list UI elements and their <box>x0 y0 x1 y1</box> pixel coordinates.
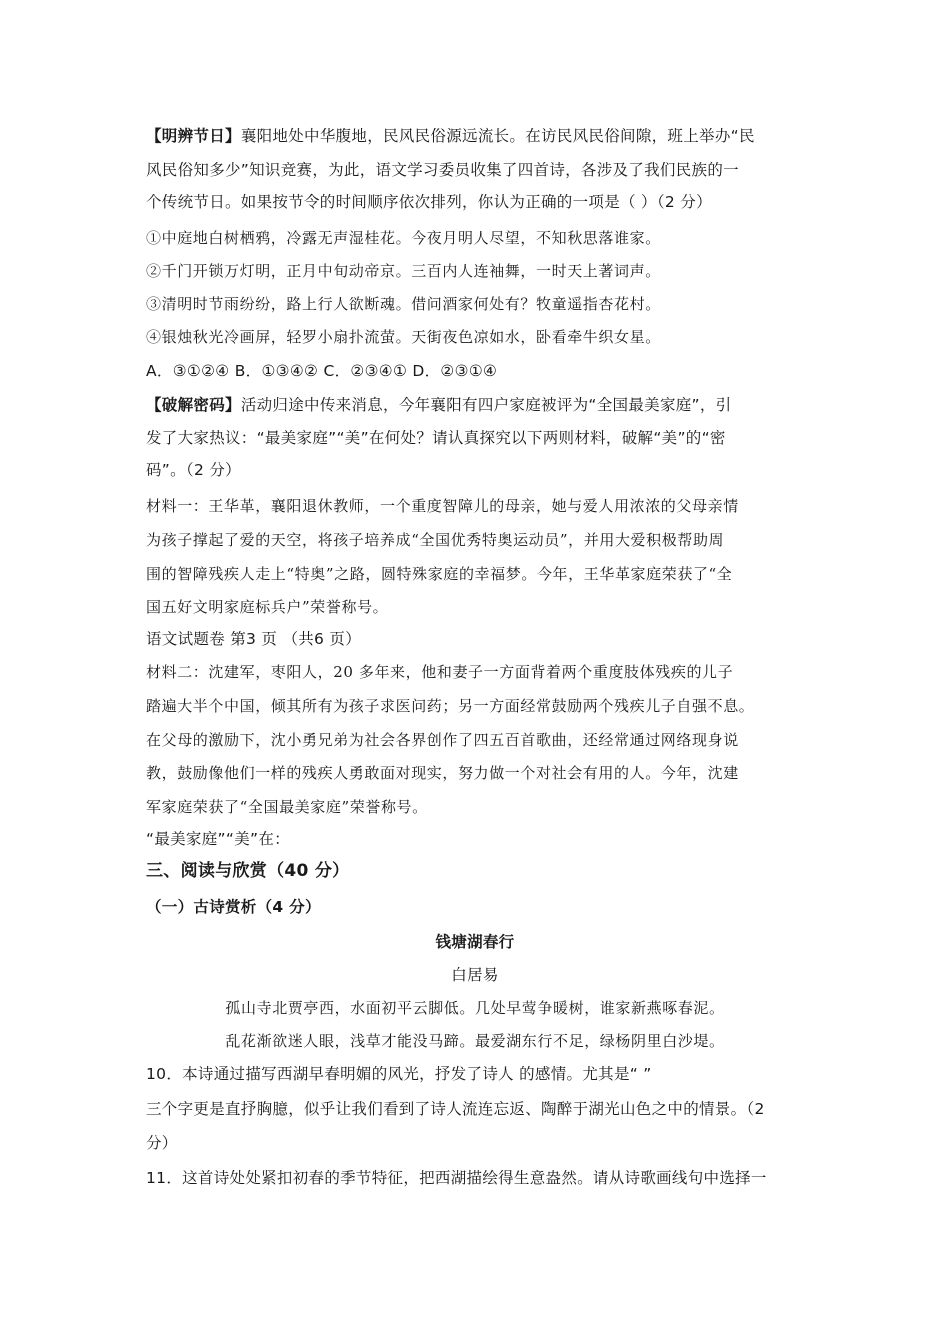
material-one-line-1: 材料一：王华革，襄阳退休教师，一个重度智障儿的母亲，她与爱人用浓浓的父母亲情 <box>146 497 739 515</box>
material-two-line-5: 军家庭荣获了“全国最美家庭”荣誉称号。 <box>146 798 428 816</box>
answer-prompt: “最美家庭”“美”在： <box>146 830 290 848</box>
poem-line-1: 孤山寺北贾亭西，水面初平云脚低。几处早莺争暖树，谁家新燕啄春泥。 <box>225 999 725 1017</box>
code-intro-line-1: 【破解密码】活动归途中传来消息，今年襄阳有四户家庭被评为“全国最美家庭”，引 <box>146 396 732 414</box>
ancient-poem-subheading: （一）古诗赏析（4 分） <box>146 898 321 916</box>
poem-author: 白居易 <box>451 966 499 984</box>
code-intro-line-3: 码”。（2 分） <box>146 461 241 479</box>
code-heading: 【破解密码】 <box>146 396 241 414</box>
festival-intro-line-2: 风民俗知多少”知识竞赛，为此，语文学习委员收集了四首诗，各涉及了我们民族的一 <box>146 161 739 179</box>
festival-intro-line-3: 个传统节日。如果按节令的时间顺序依次排列，你认为正确的一项是（ ）（2 分） <box>146 193 712 211</box>
festival-intro-line-1: 【明辨节日】襄阳地处中华腹地，民风民俗源远流长。在访民风民俗间隙，班上举办“民 <box>146 127 755 145</box>
poem-option-3: ③清明时节雨纷纷，路上行人欲断魂。借问酒家何处有？牧童遥指杏花村。 <box>146 295 661 313</box>
poem-option-2: ②千门开锁万灯明，正月中旬动帝京。三百内人连袖舞，一时天上著词声。 <box>146 262 661 280</box>
question-11-line-1: 11．这首诗处处紧扣初春的季节特征，把西湖描绘得生意盎然。请从诗歌画线句中选择一 <box>146 1169 767 1187</box>
poem-option-1: ①中庭地白树栖鸦，冷露无声湿桂花。今夜月明人尽望，不知秋思落谁家。 <box>146 229 661 247</box>
material-two-line-3: 在父母的激励下，沈小勇兄弟为社会各界创作了四五百首歌曲，还经常通过网络现身说 <box>146 731 739 749</box>
answer-choices: A．③①②④ B．①③④② C．②③④① D．②③①④ <box>146 362 498 380</box>
material-two-line-2: 踏遍大半个中国，倾其所有为孩子求医问药；另一方面经常鼓励两个残疾儿子自强不息。 <box>146 697 755 715</box>
poem-line-2: 乱花渐欲迷人眼，浅草才能没马蹄。最爱湖东行不足，绿杨阴里白沙堤。 <box>225 1032 725 1050</box>
material-one-line-3: 围的智障残疾人走上“特奥”之路，圆特殊家庭的幸福梦。今年，王华革家庭荣获了“全 <box>146 565 733 583</box>
code-intro-line-2: 发了大家热议：“最美家庭”“美”在何处？请认真探究以下两则材料，破解“美”的“密 <box>146 429 726 447</box>
poem-option-4: ④银烛秋光冷画屏，轻罗小扇扑流萤。天街夜色凉如水，卧看牵牛织女星。 <box>146 328 661 346</box>
festival-heading: 【明辨节日】 <box>146 127 241 145</box>
question-10-line-2: 三个字更是直抒胸臆，似乎让我们看到了诗人流连忘返、陶醉于湖光山色之中的情景。（2 <box>146 1100 765 1118</box>
part-three-heading: 三、阅读与欣赏（40 分） <box>146 861 350 881</box>
material-two-line-4: 教，鼓励像他们一样的残疾人勇敢面对现实，努力做一个对社会有用的人。今年，沈建 <box>146 764 739 782</box>
page-footer: 语文试题卷 第3 页 （共6 页） <box>146 630 362 648</box>
question-10-line-3: 分） <box>146 1134 178 1152</box>
question-10-line-1: 10．本诗通过描写西湖早春明媚的风光，抒发了诗人 的感情。尤其是“ ” <box>146 1065 652 1083</box>
material-one-line-4: 国五好文明家庭标兵户”荣誉称号。 <box>146 598 389 616</box>
poem-title: 钱塘湖春行 <box>435 933 515 951</box>
material-two-line-1: 材料二：沈建军，枣阳人，20 多年来，他和妻子一方面背着两个重度肢体残疾的儿子 <box>146 663 734 681</box>
material-one-line-2: 为孩子撑起了爱的天空，将孩子培养成“全国优秀特奥运动员”，并用大爱积极帮助周 <box>146 531 725 549</box>
